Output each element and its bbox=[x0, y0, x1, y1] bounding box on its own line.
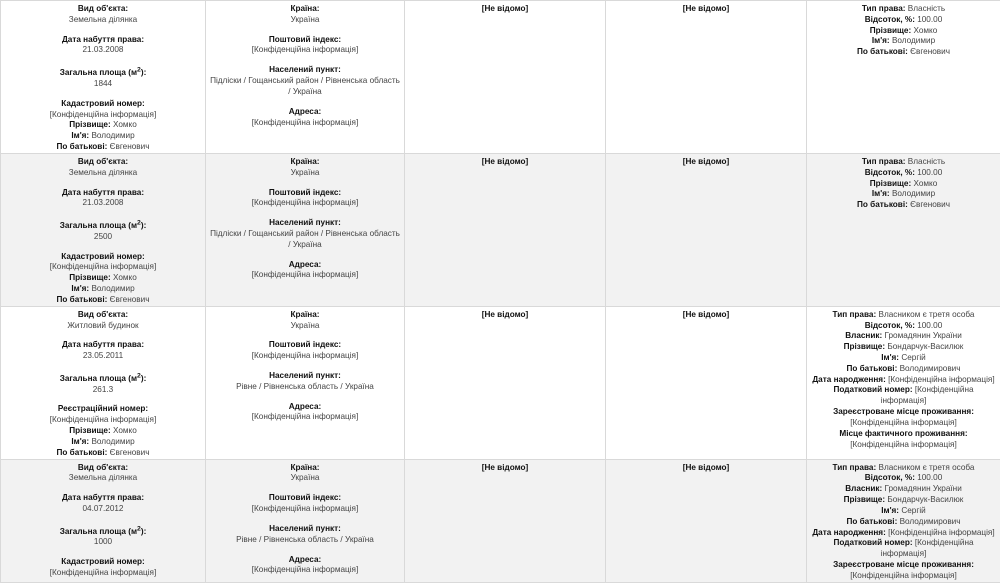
unknown-cell bbox=[405, 306, 606, 459]
patronymic-value: Євгенович bbox=[110, 448, 150, 457]
right-type-value: Власність bbox=[908, 157, 945, 166]
cadastral-value: [Конфіденційна інформація] bbox=[50, 568, 157, 577]
share-label: Відсоток, %: bbox=[865, 15, 915, 24]
unknown-value: [Не відомо] bbox=[609, 4, 803, 15]
tax-number-value: [Конфіденційна інформація] bbox=[881, 385, 974, 405]
owner-value: Громадянин України bbox=[885, 331, 962, 340]
area-value: 1000 bbox=[94, 537, 112, 546]
unknown-cell bbox=[405, 153, 606, 306]
acquired-date-label: Дата набуття права: bbox=[62, 340, 144, 349]
surname-value: Хомко bbox=[113, 426, 137, 435]
acquired-date-label: Дата набуття права: bbox=[62, 188, 144, 197]
share-value: 100.00 bbox=[917, 15, 942, 24]
location-cell bbox=[206, 1, 405, 154]
patronymic-label: По батькові: bbox=[57, 448, 108, 457]
patronymic-label: По батькові: bbox=[857, 47, 908, 56]
patronymic-label: По батькові: bbox=[857, 200, 908, 209]
address-value: [Конфіденційна інформація] bbox=[252, 565, 359, 574]
surname-label: Прізвище: bbox=[844, 495, 886, 504]
patronymic-label: По батькові: bbox=[846, 364, 897, 373]
country-value: Україна bbox=[291, 321, 320, 330]
right-type-label: Тип права: bbox=[862, 4, 906, 13]
surname-value: Хомко bbox=[113, 120, 137, 129]
location-cell bbox=[206, 306, 405, 459]
address-label: Адреса: bbox=[289, 107, 322, 116]
name-value: Сергій bbox=[901, 353, 925, 362]
registration-value: [Конфіденційна інформація] bbox=[50, 415, 157, 424]
birth-date-value: [Конфіденційна інформація] bbox=[888, 375, 995, 384]
surname-label: Прізвище: bbox=[69, 273, 111, 282]
object-cell bbox=[1, 459, 206, 582]
object-type-value: Земельна ділянка bbox=[69, 15, 137, 24]
settlement-value: Підліски / Гощанський район / Рівненська область / Україна bbox=[210, 76, 400, 96]
reg-residence-label: Зареєстроване місце проживання: bbox=[833, 407, 974, 416]
acquired-date-label: Дата набуття права: bbox=[62, 493, 144, 502]
rights-cell bbox=[807, 306, 1000, 459]
registration-label: Реєстраційний номер: bbox=[58, 404, 148, 413]
address-value: [Конфіденційна інформація] bbox=[252, 270, 359, 279]
object-type-label: Вид об'єкта: bbox=[78, 4, 128, 13]
patronymic-value: Володимирович bbox=[900, 517, 961, 526]
location-cell bbox=[206, 153, 405, 306]
country-label: Країна: bbox=[290, 4, 319, 13]
acquired-date-value: 04.07.2012 bbox=[83, 504, 124, 513]
object-cell bbox=[1, 153, 206, 306]
share-label: Відсоток, %: bbox=[865, 168, 915, 177]
settlement-value: Рівне / Рівненська область / Україна bbox=[236, 535, 374, 544]
right-type-value: Власником є третя особа bbox=[878, 463, 974, 472]
name-value: Володимир bbox=[91, 284, 134, 293]
settlement-label: Населений пункт: bbox=[269, 65, 341, 74]
country-value: Україна bbox=[291, 15, 320, 24]
address-label: Адреса: bbox=[289, 402, 322, 411]
table-row bbox=[1, 153, 1000, 306]
unknown-value: [Не відомо] bbox=[609, 157, 803, 168]
name-label: Ім'я: bbox=[71, 284, 89, 293]
name-label: Ім'я: bbox=[71, 437, 89, 446]
owner-value: Громадянин України bbox=[885, 484, 962, 493]
surname-label: Прізвище: bbox=[870, 179, 912, 188]
cadastral-label: Кадастровий номер: bbox=[61, 99, 145, 108]
surname-value: Бондарчук-Василюк bbox=[887, 495, 963, 504]
surname-label: Прізвище: bbox=[844, 342, 886, 351]
postal-value: [Конфіденційна інформація] bbox=[252, 504, 359, 513]
owner-label: Власник: bbox=[845, 331, 882, 340]
name-value: Володимир bbox=[892, 189, 935, 198]
country-value: Україна bbox=[291, 168, 320, 177]
country-label: Країна: bbox=[290, 310, 319, 319]
owner-label: Власник: bbox=[845, 484, 882, 493]
area-value: 1844 bbox=[94, 79, 112, 88]
unknown-cell bbox=[606, 153, 807, 306]
surname-label: Прізвище: bbox=[870, 26, 912, 35]
acquired-date-value: 21.03.2008 bbox=[83, 198, 124, 207]
postal-value: [Конфіденційна інформація] bbox=[252, 351, 359, 360]
country-label: Країна: bbox=[290, 463, 319, 472]
postal-value: [Конфіденційна інформація] bbox=[252, 45, 359, 54]
surname-value: Хомко bbox=[113, 273, 137, 282]
area-value: 2500 bbox=[94, 232, 112, 241]
surname-value: Бондарчук-Василюк bbox=[887, 342, 963, 351]
address-value: [Конфіденційна інформація] bbox=[252, 118, 359, 127]
patronymic-label: По батькові: bbox=[846, 517, 897, 526]
right-type-label: Тип права: bbox=[862, 157, 906, 166]
settlement-label: Населений пункт: bbox=[269, 371, 341, 380]
object-type-value: Земельна ділянка bbox=[69, 168, 137, 177]
area-label: Загальна площа $(м^2)$: bbox=[60, 527, 147, 536]
right-type-value: Власність bbox=[908, 4, 945, 13]
table-row bbox=[1, 459, 1000, 582]
share-label: Відсоток, %: bbox=[865, 321, 915, 330]
actual-residence-value: [Конфіденційна інформація] bbox=[850, 440, 957, 449]
unknown-cell bbox=[405, 1, 606, 154]
name-label: Ім'я: bbox=[71, 131, 89, 140]
surname-value: Хомко bbox=[914, 26, 938, 35]
postal-label: Поштовий індекс: bbox=[269, 35, 341, 44]
unknown-cell bbox=[606, 306, 807, 459]
unknown-cell bbox=[405, 459, 606, 582]
right-type-label: Тип права: bbox=[833, 463, 877, 472]
country-label: Країна: bbox=[290, 157, 319, 166]
tax-number-label: Податковий номер: bbox=[833, 538, 912, 547]
unknown-value: [Не відомо] bbox=[408, 4, 602, 15]
object-type-label: Вид об'єкта: bbox=[78, 310, 128, 319]
tax-number-value: [Конфіденційна інформація] bbox=[881, 538, 974, 558]
reg-residence-label: Зареєстроване місце проживання: bbox=[833, 560, 974, 569]
object-type-value: Земельна ділянка bbox=[69, 473, 137, 482]
name-value: Володимир bbox=[892, 36, 935, 45]
object-type-label: Вид об'єкта: bbox=[78, 157, 128, 166]
name-value: Володимир bbox=[91, 131, 134, 140]
share-label: Відсоток, %: bbox=[865, 473, 915, 482]
reg-residence-value: [Конфіденційна інформація] bbox=[850, 418, 957, 427]
birth-date-value: [Конфіденційна інформація] bbox=[888, 528, 995, 537]
unknown-cell bbox=[606, 1, 807, 154]
surname-value: Хомко bbox=[914, 179, 938, 188]
name-label: Ім'я: bbox=[881, 506, 899, 515]
unknown-cell bbox=[606, 459, 807, 582]
unknown-value: [Не відомо] bbox=[609, 310, 803, 321]
rights-cell bbox=[807, 153, 1000, 306]
postal-label: Поштовий індекс: bbox=[269, 493, 341, 502]
acquired-date-value: 21.03.2008 bbox=[83, 45, 124, 54]
settlement-label: Населений пункт: bbox=[269, 218, 341, 227]
patronymic-label: По батькові: bbox=[57, 142, 108, 151]
patronymic-value: Євгенович bbox=[110, 142, 150, 151]
settlement-value: Рівне / Рівненська область / Україна bbox=[236, 382, 374, 391]
object-cell bbox=[1, 306, 206, 459]
table-row bbox=[1, 306, 1000, 459]
object-type-value: Житловий будинок bbox=[67, 321, 138, 330]
patronymic-value: Євгенович bbox=[910, 200, 950, 209]
postal-value: [Конфіденційна інформація] bbox=[252, 198, 359, 207]
right-type-value: Власником є третя особа bbox=[878, 310, 974, 319]
tax-number-label: Податковий номер: bbox=[833, 385, 912, 394]
area-value: 261.3 bbox=[93, 385, 114, 394]
object-cell bbox=[1, 1, 206, 154]
name-label: Ім'я: bbox=[881, 353, 899, 362]
name-value: Володимир bbox=[91, 437, 134, 446]
area-label: Загальна площа $(м^2)$: bbox=[60, 221, 147, 230]
name-label: Ім'я: bbox=[872, 36, 890, 45]
area-label: Загальна площа $(м^2)$: bbox=[60, 374, 147, 383]
object-type-label: Вид об'єкта: bbox=[78, 463, 128, 472]
patronymic-value: Євгенович bbox=[910, 47, 950, 56]
name-value: Сергій bbox=[901, 506, 925, 515]
location-cell bbox=[206, 459, 405, 582]
address-value: [Конфіденційна інформація] bbox=[252, 412, 359, 421]
patronymic-value: Володимирович bbox=[900, 364, 961, 373]
share-value: 100.00 bbox=[917, 321, 942, 330]
right-type-label: Тип права: bbox=[833, 310, 877, 319]
settlement-label: Населений пункт: bbox=[269, 524, 341, 533]
name-label: Ім'я: bbox=[872, 189, 890, 198]
address-label: Адреса: bbox=[289, 555, 322, 564]
cadastral-label: Кадастровий номер: bbox=[61, 252, 145, 261]
rights-cell bbox=[807, 459, 1000, 582]
cadastral-label: Кадастровий номер: bbox=[61, 557, 145, 566]
unknown-value: [Не відомо] bbox=[408, 157, 602, 168]
cadastral-value: [Конфіденційна інформація] bbox=[50, 262, 157, 271]
cadastral-value: [Конфіденційна інформація] bbox=[50, 110, 157, 119]
postal-label: Поштовий індекс: bbox=[269, 340, 341, 349]
reg-residence-value: [Конфіденційна інформація] bbox=[850, 571, 957, 580]
acquired-date-label: Дата набуття права: bbox=[62, 35, 144, 44]
unknown-value: [Не відомо] bbox=[408, 463, 602, 474]
actual-residence-label: Місце фактичного проживання: bbox=[839, 429, 967, 438]
birth-date-label: Дата народження: bbox=[812, 528, 885, 537]
country-value: Україна bbox=[291, 473, 320, 482]
patronymic-label: По батькові: bbox=[57, 295, 108, 304]
acquired-date-value: 23.05.2011 bbox=[83, 351, 123, 360]
unknown-value: [Не відомо] bbox=[609, 463, 803, 474]
unknown-value: [Не відомо] bbox=[408, 310, 602, 321]
birth-date-label: Дата народження: bbox=[812, 375, 885, 384]
table-row bbox=[1, 1, 1000, 154]
postal-label: Поштовий індекс: bbox=[269, 188, 341, 197]
share-value: 100.00 bbox=[917, 473, 942, 482]
address-label: Адреса: bbox=[289, 260, 322, 269]
share-value: 100.00 bbox=[917, 168, 942, 177]
rights-cell bbox=[807, 1, 1000, 154]
settlement-value: Підліски / Гощанський район / Рівненська область / Україна bbox=[210, 229, 400, 249]
patronymic-value: Євгенович bbox=[110, 295, 150, 304]
surname-label: Прізвище: bbox=[69, 120, 111, 129]
area-label: Загальна площа $(м^2)$: bbox=[60, 68, 147, 77]
surname-label: Прізвище: bbox=[69, 426, 111, 435]
